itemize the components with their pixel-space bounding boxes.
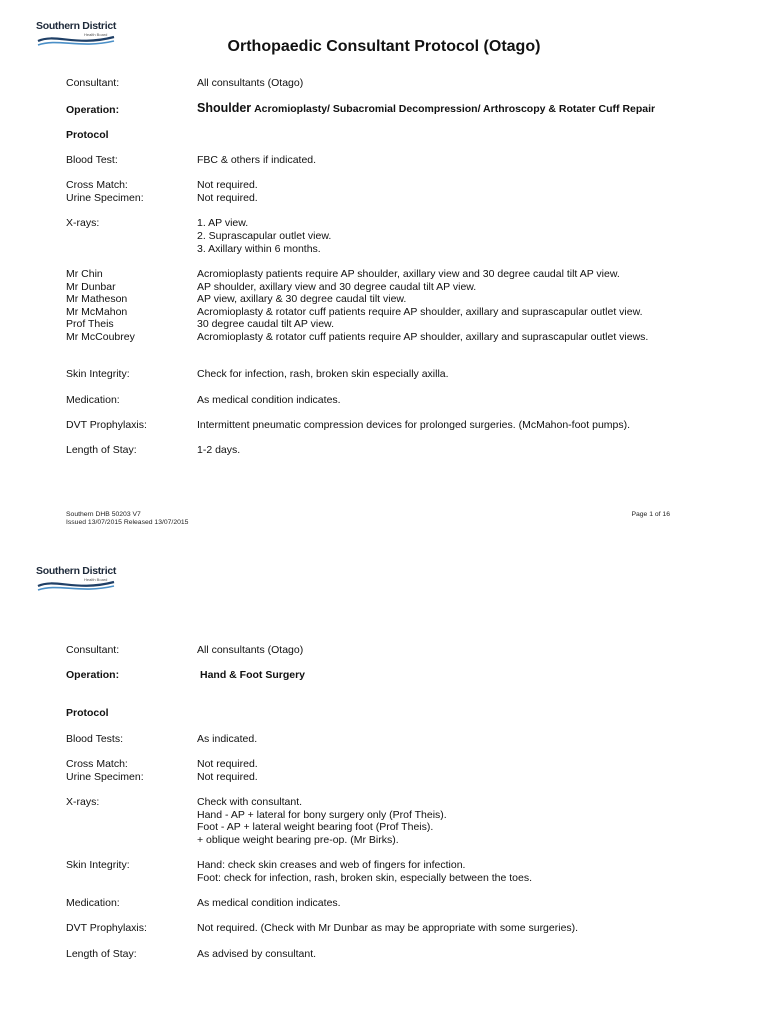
surgeon-note: AP view, axillary & 30 degree caudal tilt view.	[197, 293, 407, 305]
dvt-value: Not required. (Check with Mr Dunbar as may be appropriate with some surgeries).	[197, 922, 579, 934]
operation-detail: Acromioplasty/ Subacromial Decompression/ Arthroscopy & Rotater Cuff Repair	[254, 103, 656, 115]
surgeon-note: Acromioplasty patients require AP shoulder, axillary view and 30 degree caudal tilt AP view.	[197, 268, 620, 280]
xray-line: 3. Axillary within 6 months.	[197, 243, 321, 255]
cross-match-value: Not required.	[197, 179, 258, 191]
blood-test-label: Blood Test:	[66, 154, 118, 166]
consultant-label: Consultant:	[66, 644, 120, 656]
blood-test-value: As indicated.	[197, 733, 258, 745]
urine-value: Not required.	[197, 770, 258, 783]
xray-line: Foot - AP + lateral weight bearing foot (Prof Theis).	[197, 821, 434, 833]
logo-name: Southern District	[36, 20, 117, 32]
logo-subtitle: Health Board	[84, 577, 108, 582]
blood-test-value: FBC & others if indicated.	[197, 154, 317, 166]
health-board-logo	[36, 20, 117, 37]
operation-label: Operation:	[66, 104, 120, 116]
cross-match-value: Not required.	[197, 758, 258, 770]
surgeon-name: Mr McCoubrey	[66, 331, 135, 343]
skin-integrity-value: Check for infection, rash, broken skin especially axilla.	[197, 368, 449, 380]
cross-match-label: Cross Match:	[66, 758, 128, 770]
protocol-heading: Protocol	[66, 707, 109, 719]
length-of-stay-value: 1-2 days.	[197, 444, 241, 456]
surgeon-name: Mr Matheson	[66, 293, 128, 305]
urine-label: Urine Specimen:	[66, 192, 144, 204]
blood-test-label: Blood Tests:	[66, 733, 124, 745]
surgeon-note: 30 degree caudal tilt AP view.	[197, 318, 334, 330]
surgeon-note: AP shoulder, axillary view and 30 degree caudal tilt AP view.	[197, 280, 477, 293]
consultant-value: All consultants (Otago)	[197, 644, 304, 656]
surgeon-note: Acromioplasty & rotator cuff patients require AP shoulder, axillary and suprascapular outlet views.	[197, 331, 649, 343]
footer-issued: Issued 13/07/2015 Released 13/07/2015	[66, 519, 189, 526]
skin-integrity-label: Skin Integrity:	[66, 859, 130, 871]
medication-label: Medication:	[66, 897, 120, 909]
page-title: Orthopaedic Consultant Protocol (Otago)	[227, 38, 541, 55]
length-of-stay-value: As advised by consultant.	[197, 948, 317, 960]
operation-main: Shoulder	[197, 101, 252, 115]
logo-subtitle: Health Board	[84, 32, 108, 37]
length-of-stay-label: Length of Stay:	[66, 444, 137, 456]
logo-name: Southern District	[36, 565, 117, 577]
consultant-label: Consultant:	[66, 77, 120, 89]
operation-value	[197, 102, 655, 116]
length-of-stay-label: Length of Stay:	[66, 948, 137, 960]
dvt-value: Intermittent pneumatic compression devices for prolonged surgeries. (McMahon-foot pumps).	[197, 419, 631, 431]
surgeon-note: Acromioplasty & rotator cuff patients require AP shoulder, axillary and suprascapular outlet view.	[197, 305, 643, 318]
consultant-value: All consultants (Otago)	[197, 77, 304, 89]
surgeon-name: Mr Chin	[66, 268, 103, 280]
xray-line: Check with consultant.	[197, 796, 303, 808]
medication-value: As medical condition indicates.	[197, 394, 341, 406]
xray-line: + oblique weight bearing pre-op. (Mr Birks).	[197, 833, 399, 846]
protocol-heading: Protocol	[66, 129, 109, 141]
skin-integrity-label: Skin Integrity:	[66, 368, 130, 380]
skin-integrity-line: Hand: check skin creases and web of fingers for infection.	[197, 859, 466, 871]
xrays-label: X-rays:	[66, 796, 100, 808]
medication-label: Medication:	[66, 394, 120, 406]
footer-doc-id: Southern DHB 50203 V7	[66, 511, 141, 518]
xray-line: Hand - AP + lateral for bony surgery only (Prof Theis).	[197, 808, 447, 821]
urine-label: Urine Specimen:	[66, 770, 144, 783]
xrays-label: X-rays:	[66, 217, 100, 229]
surgeon-name: Mr McMahon	[66, 305, 128, 318]
cross-match-label: Cross Match:	[66, 179, 128, 191]
medication-value: As medical condition indicates.	[197, 897, 341, 909]
operation-label: Operation:	[66, 669, 120, 681]
skin-integrity-line: Foot: check for infection, rash, broken skin, especially between the toes.	[197, 872, 533, 884]
operation-value: Hand & Foot Surgery	[200, 669, 306, 681]
footer-page-number: Page 1 of 16	[631, 511, 670, 518]
xray-line: 2. Suprascapular outlet view.	[197, 230, 332, 242]
surgeon-name: Prof Theis	[66, 318, 114, 330]
dvt-label: DVT Prophylaxis:	[66, 922, 147, 934]
health-board-logo	[36, 565, 117, 582]
urine-value: Not required.	[197, 192, 258, 204]
xray-line: 1. AP view.	[197, 217, 249, 229]
surgeon-name: Mr Dunbar	[66, 280, 116, 293]
dvt-label: DVT Prophylaxis:	[66, 419, 147, 431]
logo-wave-icon	[36, 579, 116, 593]
